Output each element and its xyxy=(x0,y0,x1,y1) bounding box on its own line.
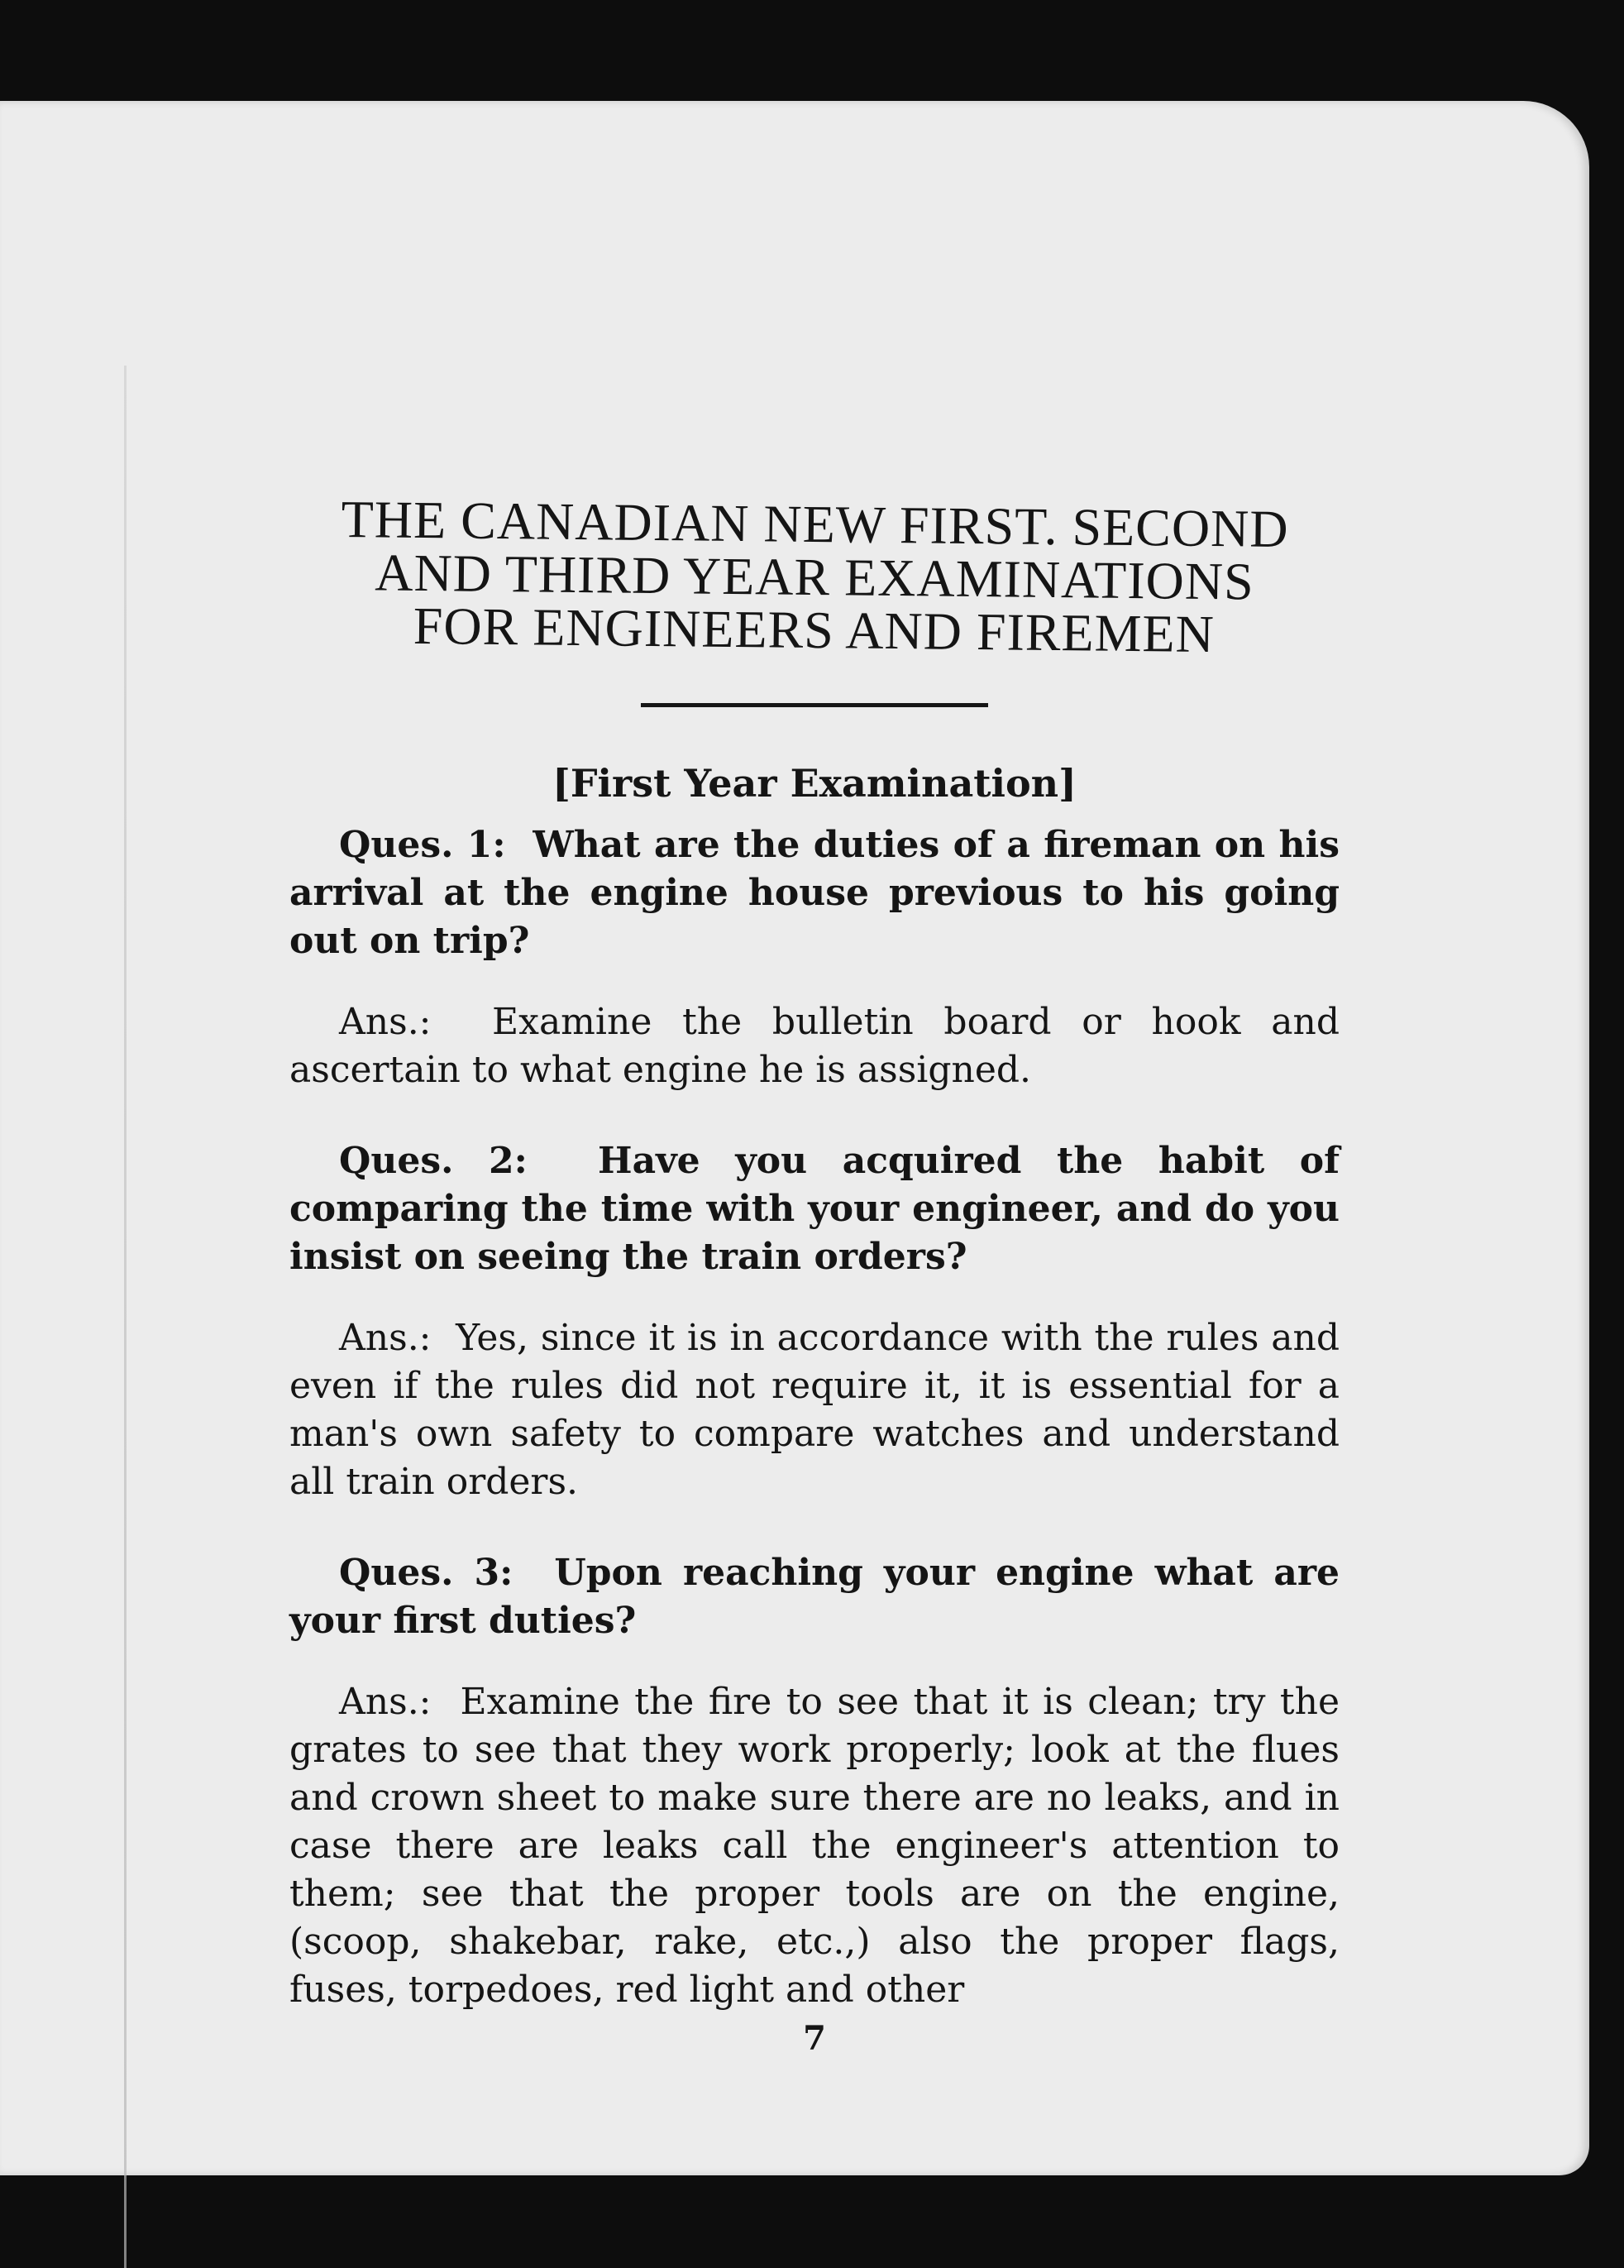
answer-3 xyxy=(289,1678,1340,2014)
title-line-1: THE CANADIAN NEW FIRST. SECOND xyxy=(341,490,1289,559)
answer-2 xyxy=(289,1314,1340,1506)
question-3-text: Upon reaching your engine what are your first duties? xyxy=(289,1552,1340,1642)
question-1-label: Ques. 1: xyxy=(339,824,506,866)
section-heading: [First Year Examination] xyxy=(552,761,1077,806)
answer-2-text: Yes, since it is in accordance with the rules and even if the rules did not require it, it is essential for a man's own safety to compare watches and understand all train orders. xyxy=(289,1317,1340,1503)
page-number: 7 xyxy=(803,2019,826,2058)
answer-2-label: Ans.: xyxy=(339,1317,432,1359)
answer-1-text: Examine the bulletin board or hook and ascertain to what engine he is assigned. xyxy=(289,1001,1340,1091)
answer-3-label: Ans.: xyxy=(339,1681,432,1723)
page-title xyxy=(289,492,1340,662)
title-divider xyxy=(641,703,988,707)
question-1 xyxy=(289,821,1340,965)
page-gutter xyxy=(124,366,127,2268)
book-page xyxy=(0,101,1589,2175)
question-2-text: Have you acquired the habit of comparing the time with your engineer, and do you insist on seeing the train orders? xyxy=(289,1140,1340,1278)
question-2-label: Ques. 2: xyxy=(339,1140,528,1182)
question-1-text: What are the duties of a fireman on his arrival at the engine house previous to his going out on trip? xyxy=(289,824,1340,962)
page-text xyxy=(289,490,1340,2058)
answer-3-text: Examine the fire to see that it is clean; try the grates to see that they work properly; look at the flues and crown sheet to make sure there are no leaks, and in case there are leaks call the engineer's attention to them; see that the proper tools are on the engine, (scoop, shakebar, rake, etc.,) also the proper flags, fuses, torpedoes, red light and other xyxy=(289,1681,1340,2011)
question-3-label: Ques. 3: xyxy=(339,1552,513,1594)
title-line-2: AND THIRD YEAR EXAMINATIONS xyxy=(374,543,1255,611)
question-2 xyxy=(289,1137,1340,1281)
question-3 xyxy=(289,1549,1340,1645)
title-line-3: FOR ENGINEERS AND FIREMEN xyxy=(413,596,1216,664)
answer-1 xyxy=(289,998,1340,1094)
answer-1-label: Ans.: xyxy=(339,1001,432,1043)
